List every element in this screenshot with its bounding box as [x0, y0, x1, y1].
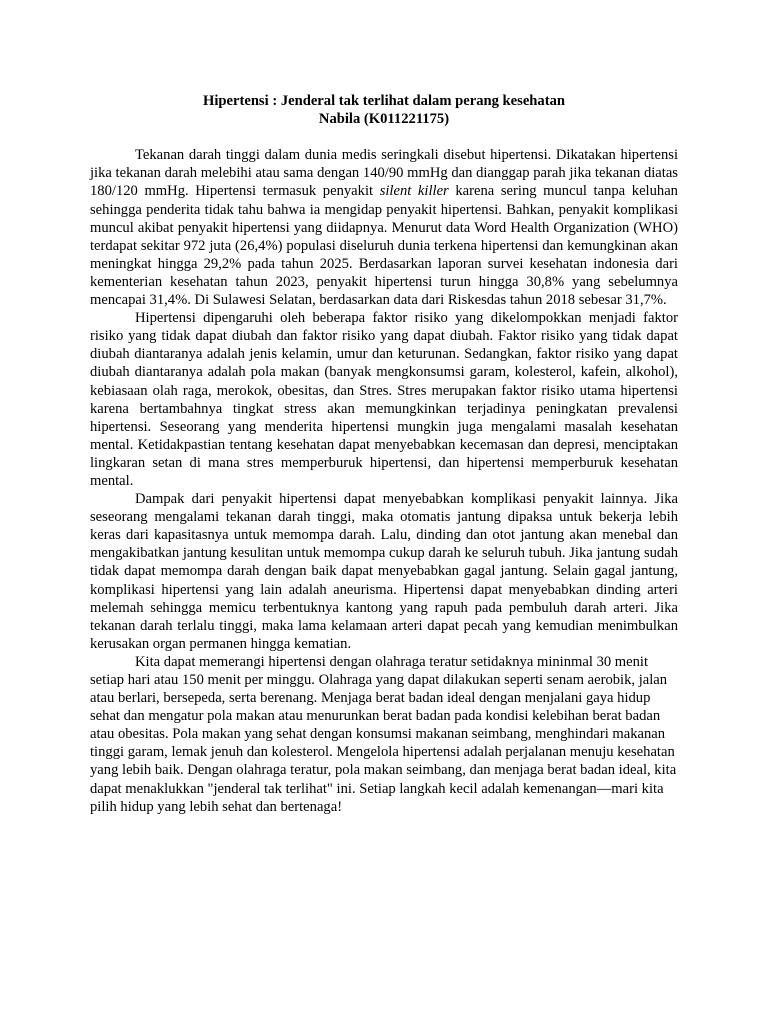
paragraph-1 [90, 146, 678, 309]
document-author: Nabila (K011221175) [318, 111, 450, 128]
paragraph-2: Hipertensi dipengaruhi oleh beberapa faktor risiko yang dikelompokkan menjadi faktor risiko yang tidak dapat diubah dan faktor risiko yang dapat diubah. Faktor risiko yang tidak dapat diubah diantaranya adalah jenis kelamin, umur dan keturunan. Sedangkan, faktor risiko yang dapat diubah diantaranya adalah pola makan (banyak mengkonsumsi garam, kolesterol, kafein, alkohol), kebiasaan olah raga, merokok, obesitas, dan Stres. Stres merupakan faktor risiko utama hipertensi karena bertambahnya tingkat stress akan memungkinkan terjadinya peningkatan prevalensi hipertensi. Seseorang yang menderita hipertensi mungkin juga mengalami masalah kesehatan mental. Ketidakpastian tentang kesehatan dapat menyebabkan kecemasan dan depresi, menciptakan lingkaran setan di mana stres memperburuk hipertensi, dan hipertensi memperburuk kesehatan mental. [90, 310, 678, 489]
document-body [90, 146, 678, 815]
paragraph-4: Kita dapat memerangi hipertensi dengan olahraga teratur setidaknya mininmal 30 menit setiap hari atau 150 menit per minggu. Olahraga yang dapat dilakukan seperti senam aerobik, jalan atau berlari, bersepeda, serta berenang. Menjaga berat badan ideal dengan menjalani gaya hidup sehat dan mengatur pola makan atau menurunkan berat badan pada kondisi kelebihan berat badan atau obesitas. Pola makan yang sehat dengan konsumsi makanan seimbang, menghindari makanan tinggi garam, lemak jenuh dan kolesterol. Mengelola hipertensi adalah perjalanan menuju kesehatan yang lebih baik. Dengan olahraga teratur, pola makan seimbang, dan menjaga berat badan ideal, kita dapat menaklukkan "jenderal tak terlihat" ini. Setiap langkah kecil adalah kemenangan—mari kita pilih hidup yang lebih sehat dan bertenaga! [90, 653, 677, 815]
paragraph-3: Dampak dari penyakit hipertensi dapat menyebabkan komplikasi penyakit lainnya. Jika seseorang mengalami tekanan darah tinggi, maka otomatis jantung dipaksa untuk bekerja lebih keras dari kapasitasnya untuk memompa darah. Lalu, dinding dan otot jantung akan menebal dan mengakibatkan jantung kesulitan untuk memompa cukup darah ke seluruh tubuh. Jika jantung sudah tidak dapat memompa darah dengan baik dapat menyebabkan gagal jantung. Selain gagal jantung, komplikasi hipertensi yang lain adalah aneurisma. Hipertensi dapat menyebabkan dinding arteri melemah sehingga memicu terbentuknya kantong yang rapuh pada pembuluh darah arteri. Jika tekanan darah terlalu tinggi, maka lama kelamaan arteri dapat pecah yang kemudian menimbulkan kerusakan organ permanen hingga kematian. [90, 491, 678, 652]
silent-killer-emphasis: silent killer [379, 183, 449, 200]
document-title: Hipertensi : Jenderal tak terlihat dalam perang kesehatan [203, 93, 565, 109]
paragraph-1-text-end: karena sering muncul tanpa keluhan sehingga penderita tidak tahu bahwa ia mengidap penyakit hipertensi. Bahkan, penyakit komplikasi muncul akibat penyakit hipertensi yang diidapnya. Menurut data Word Health Organization (WHO) terdapat sekitar 972 juta (26,4%) populasi diseluruh dunia terkena hipertensi dan kemungkinan akan meningkat hingga 29,2% pada tahun 2025. Berdasarkan laporan survei kesehatan indonesia dari kementerian kesehatan tahun 2023, penyakit hipertensi turun hingga 30,8% yang sebelumnya mencapai 31,4%. Di Sulawesi Selatan, berdasarkan data dari Riskesdas tahun 2018 sebesar 31,7%. [90, 183, 678, 309]
paragraph-1-text-start: Tekanan darah tinggi dalam dunia medis seringkali disebut hipertensi. Dikatakan hipertensi jika tekanan darah melebihi atau sama dengan 140/90 mmHg dan dianggap parah jika tekanan diatas 180/120 mmHg. Hipertensi termasuk penyakit [90, 147, 678, 200]
document-page [90, 92, 678, 816]
